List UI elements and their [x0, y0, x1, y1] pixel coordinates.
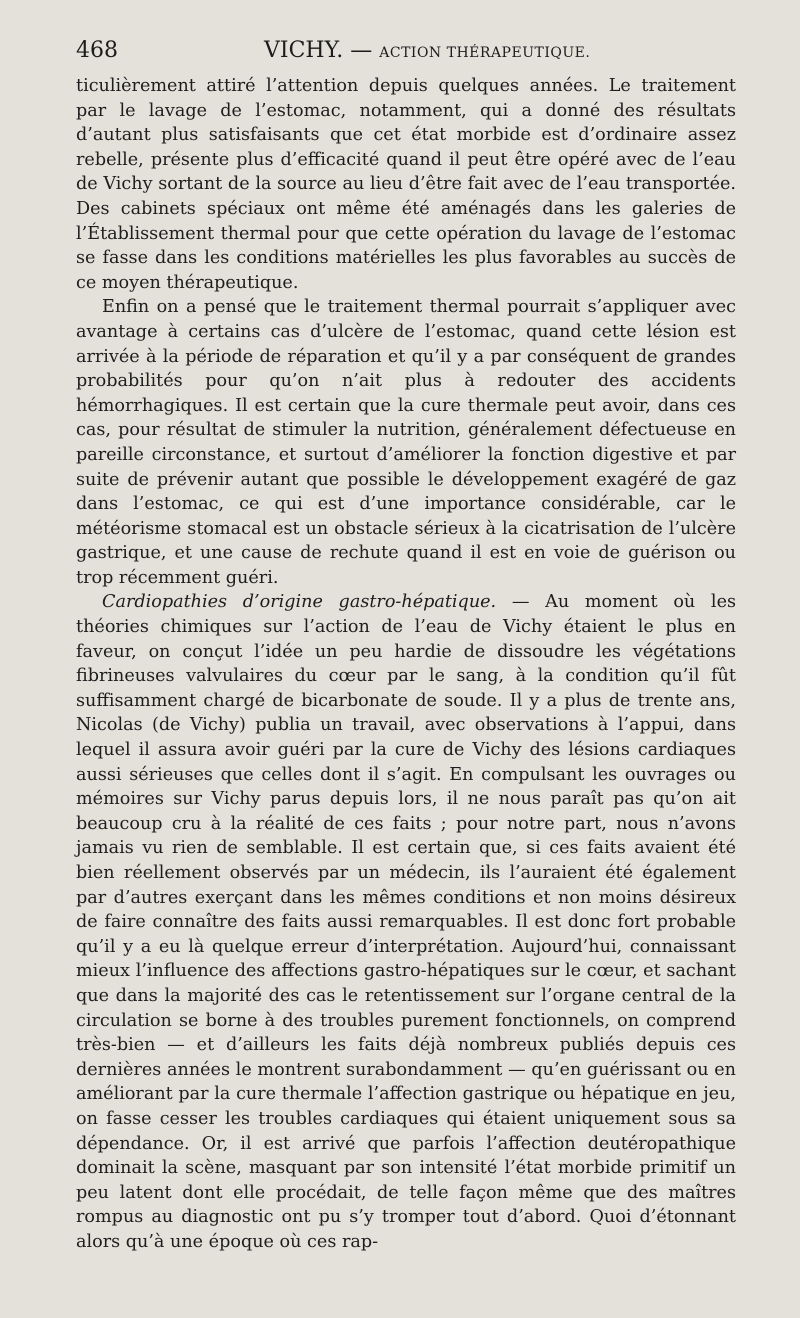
paragraph-2: Enfin on a pensé que le traitement thermal pourrait s’appliquer avec avantage à certains cas d’ulcère de l’estomac, quand cette lésion est arrivée à la période de réparation et qu’il y a par conséquent de grandes probabilités pour qu’on n’ait plus à redouter des accidents hémorrhagiques. Il est certain que la cure thermale peut avoir, dans ces cas, pour résultat de stimuler la nutrition, généralement défectueuse en pareille circonstance, et surtout d’améliorer la fonction digestive et par suite de prévenir autant que possible le développement exagéré de gaz dans l’estomac, ce qui est d’une importance considérable, car le météorisme stomacal est un obstacle sérieux à la cicatrisation de l’ulcère gastrique, et une cause de rechute quand il est en voie de guérison ou trop récemment guéri.: [76, 297, 736, 588]
section-heading: Cardiopathies d’origine gastro-hépatique.: [102, 592, 497, 613]
running-head-sub: ACTION THÉRAPEUTIQUE.: [379, 45, 591, 61]
running-head-main: VICHY. —: [264, 38, 380, 63]
page-header: [76, 38, 736, 70]
body-text: [76, 74, 736, 1255]
paragraph-1: ticulièrement attiré l’attention depuis quelques années. Le traitement par le lavage de l’estomac, notamment, qui a donné des résultats d’autant plus satisfaisants que cet état morbide est d’ordinaire assez rebelle, présente plus d’efficacité quand il peut être opéré avec de l’eau de Vichy sortant de la source au lieu d’être fait avec de l’eau transportée. Des cabinets spéciaux ont même été aménagés dans les galeries de l’Établissement thermal pour que cette opération du lavage de l’estomac se fasse dans les conditions matérielles les plus favorables au succès de ce moyen thérapeutique.: [76, 76, 736, 293]
page-number: 468: [76, 38, 118, 63]
paragraph-3: [76, 590, 736, 1254]
running-head: [264, 38, 590, 63]
paragraph-3-text: — Au moment où les théories chimiques sur l’action de l’eau de Vichy étaient le plus en faveur, on conçut l’idée un peu hardie de dissoudre les végétations fibrineuses valvulaires du cœur par le sang, à la condition qu’il fût suffisamment chargé de bicarbonate de soude. Il y a plus de trente ans, Nicolas (de Vichy) publia un travail, avec observations à l’appui, dans lequel il assura avoir guéri par la cure de Vichy des lésions cardiaques aussi sérieuses que celles dont il s’agit. En compulsant les ouvrages ou mémoires sur Vichy parus depuis lors, il ne nous paraît pas qu’on ait beaucoup cru à la réalité de ces faits ; pour notre part, nous n’avons jamais vu rien de semblable. Il est certain que, si ces faits avaient été bien réellement observés par un médecin, ils l’auraient été également par d’autres exerçant dans les mêmes conditions et non moins désireux de faire connaître des faits aussi remarquables. Il est donc fort probable qu’il y a eu là quelque erreur d’interprétation. Aujourd’hui, connaissant mieux l’influence des affections gastro-hépatiques sur le cœur, et sachant que dans la majorité des cas le retentissement sur l’organe central de la circulation se borne à des troubles purement fonctionnels, on comprend très-bien — et d’ailleurs les faits déjà nombreux publiés depuis ces dernières années le montrent surabondamment — qu’en guérissant ou en améliorant par la cure thermale l’affection gastrique ou hépatique en jeu, on fasse cesser les troubles cardiaques qui étaient uniquement sous sa dépendance. Or, il est arrivé que parfois l’affection deutéropathique dominait la scène, masquant par son intensité l’état morbide primitif un peu latent dont elle procédait, de telle façon même que des maîtres rompus au diagnostic ont pu s’y tromper tout d’abord. Quoi d’étonnant alors qu’à une époque où ces rap-: [76, 592, 737, 1252]
